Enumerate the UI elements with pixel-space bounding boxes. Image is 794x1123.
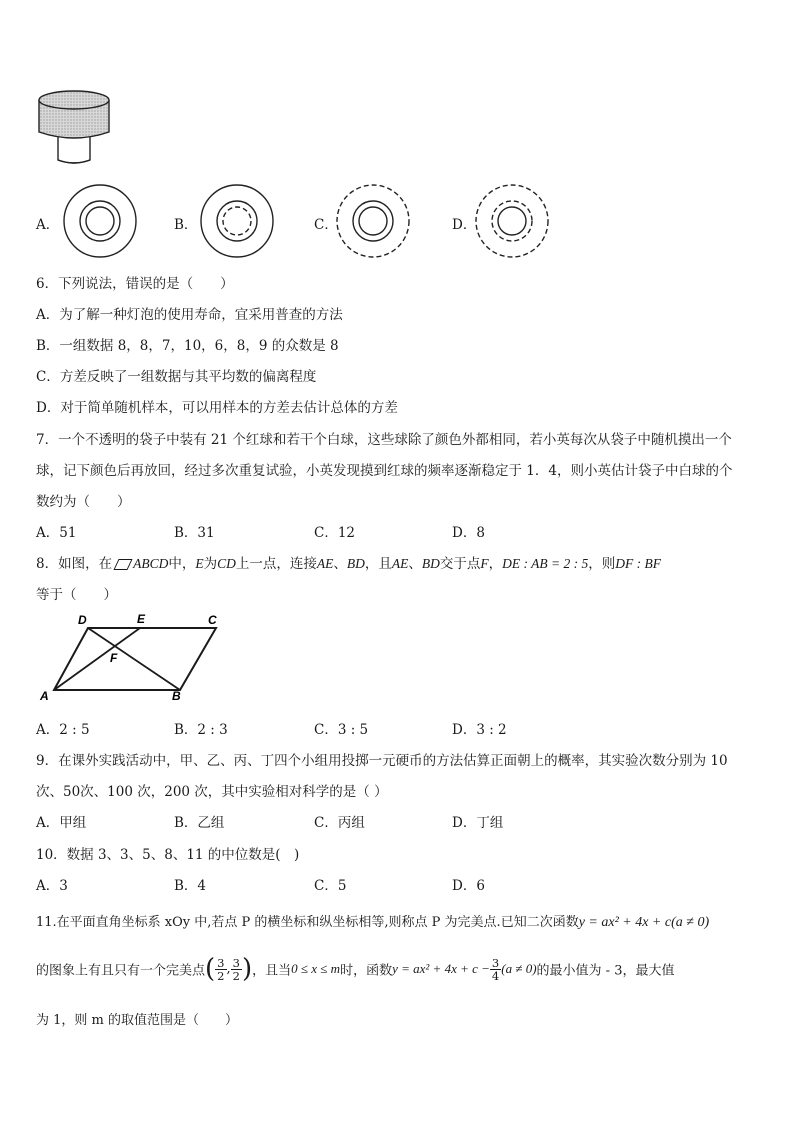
q7-option-b[interactable]: B．31 xyxy=(174,525,215,541)
q7-line-3: 数约为（ ） xyxy=(36,494,131,510)
q11-line-3: 为 1，则 m 的取值范围是（ ） xyxy=(36,1013,238,1028)
q8-option-a[interactable]: A．2 : 5 xyxy=(36,722,90,738)
q7-line-1: 7．一个不透明的袋子中装有 21 个红球和若干个白球，这些球除了颜色外都相同，若小英每次从袋子中随机摸出一个 xyxy=(36,432,732,448)
q6-option-b[interactable]: B．一组数据 8，8，7，10，6，8，9 的众数是 8 xyxy=(36,338,339,354)
solid-figure xyxy=(34,86,114,170)
q5-option-a-figure[interactable] xyxy=(60,181,140,261)
q6-option-c[interactable]: C．方差反映了一组数据与其平均数的偏离程度 xyxy=(36,369,317,385)
q8-parallelogram-figure xyxy=(32,612,232,704)
parallelogram-symbol xyxy=(114,559,133,570)
q11-line-1: 11.在平面直角坐标系 xOy 中,若点 P 的横坐标和纵坐标相等,则称点 P 为完美点.已知二次函数y = ax² + 4x + c(a ≠ 0) xyxy=(36,915,710,930)
q7-option-c[interactable]: C．12 xyxy=(314,525,356,541)
q10-option-a[interactable]: A．3 xyxy=(36,878,68,894)
q6-stem: 6．下列说法，错误的是（ ） xyxy=(36,276,234,292)
label-d: D xyxy=(78,613,87,627)
q7-option-d[interactable]: D．8 xyxy=(452,525,485,541)
q5-option-b-figure[interactable] xyxy=(197,181,277,261)
q7-option-a[interactable]: A．51 xyxy=(36,525,77,541)
q8-option-b[interactable]: B．2 : 3 xyxy=(174,722,228,738)
q8-line-1: 8．如图，在 ABCD中，E为CD上一点，连接AE、BD，且AE、BD交于点F，DE : AB = 2 : 5，则DF : BF xyxy=(36,556,661,572)
q6-option-d[interactable]: D．对于简单随机样本，可以用样本的方差去估计总体的方差 xyxy=(36,400,398,416)
q9-option-b[interactable]: B．乙组 xyxy=(174,815,225,831)
q9-line-2: 次、50次、100 次，200 次，其中实验相对科学的是（ ） xyxy=(36,784,388,800)
q9-option-d[interactable]: D．丁组 xyxy=(452,815,504,831)
q10-option-b[interactable]: B．4 xyxy=(174,878,207,894)
q5-option-b-label[interactable]: B． xyxy=(174,217,198,233)
label-f: F xyxy=(110,651,118,665)
q11-line-2: 的图象上有且只有一个完美点( $\frac{3}{2}$ , $\frac{3}{2}$ )，且当0 ≤ x ≤ m时，函数y = ax² + 4x + c − $\frac{3}{4}$ (a ≠ 0)的最小值为 - 3，最大值 xyxy=(36,954,675,984)
perfect-point-y-fraction: $\frac{3}{2}$ xyxy=(232,955,240,983)
q9-option-a[interactable]: A．甲组 xyxy=(36,815,87,831)
q5-option-a-label[interactable]: A． xyxy=(36,217,60,233)
q10-option-c[interactable]: C．5 xyxy=(314,878,347,894)
q8-option-d[interactable]: D．3 : 2 xyxy=(452,722,507,738)
right-paren: ) xyxy=(241,954,253,984)
q8-option-c[interactable]: C．3 : 5 xyxy=(314,722,369,738)
q5-option-c-figure[interactable] xyxy=(333,181,413,261)
label-c: C xyxy=(208,613,217,627)
q6-option-a[interactable]: A．为了解一种灯泡的使用寿命，宜采用普查的方法 xyxy=(36,307,343,323)
q9-option-c[interactable]: C．丙组 xyxy=(314,815,365,831)
label-b: B xyxy=(172,689,181,703)
q10-option-d[interactable]: D．6 xyxy=(452,878,485,894)
q5-option-d-figure[interactable] xyxy=(472,181,552,261)
q5-option-c-label[interactable]: C． xyxy=(314,217,338,233)
left-paren: ( xyxy=(205,954,216,984)
label-a: A xyxy=(40,689,49,703)
perfect-point-x-fraction: $\frac{3}{2}$ xyxy=(217,955,225,983)
q8-line-2: 等于（ ） xyxy=(36,587,117,603)
constant-fraction: $\frac{3}{4}$ xyxy=(491,955,500,983)
label-e: E xyxy=(137,612,146,626)
q9-line-1: 9．在课外实践活动中，甲、乙、丙、丁四个小组用投掷一元硬币的方法估算正面朝上的概率，其实验次数分别为 10 xyxy=(36,753,728,769)
q5-option-d-label[interactable]: D． xyxy=(452,217,477,233)
q7-line-2: 球，记下颜色后再放回，经过多次重复试验，小英发现摸到红球的频率逐渐稳定于 1．4，则小英估计袋子中白球的个 xyxy=(36,463,733,479)
q10-stem: 10．数据 3、3、5、8、11 的中位数是( ) xyxy=(36,847,300,863)
